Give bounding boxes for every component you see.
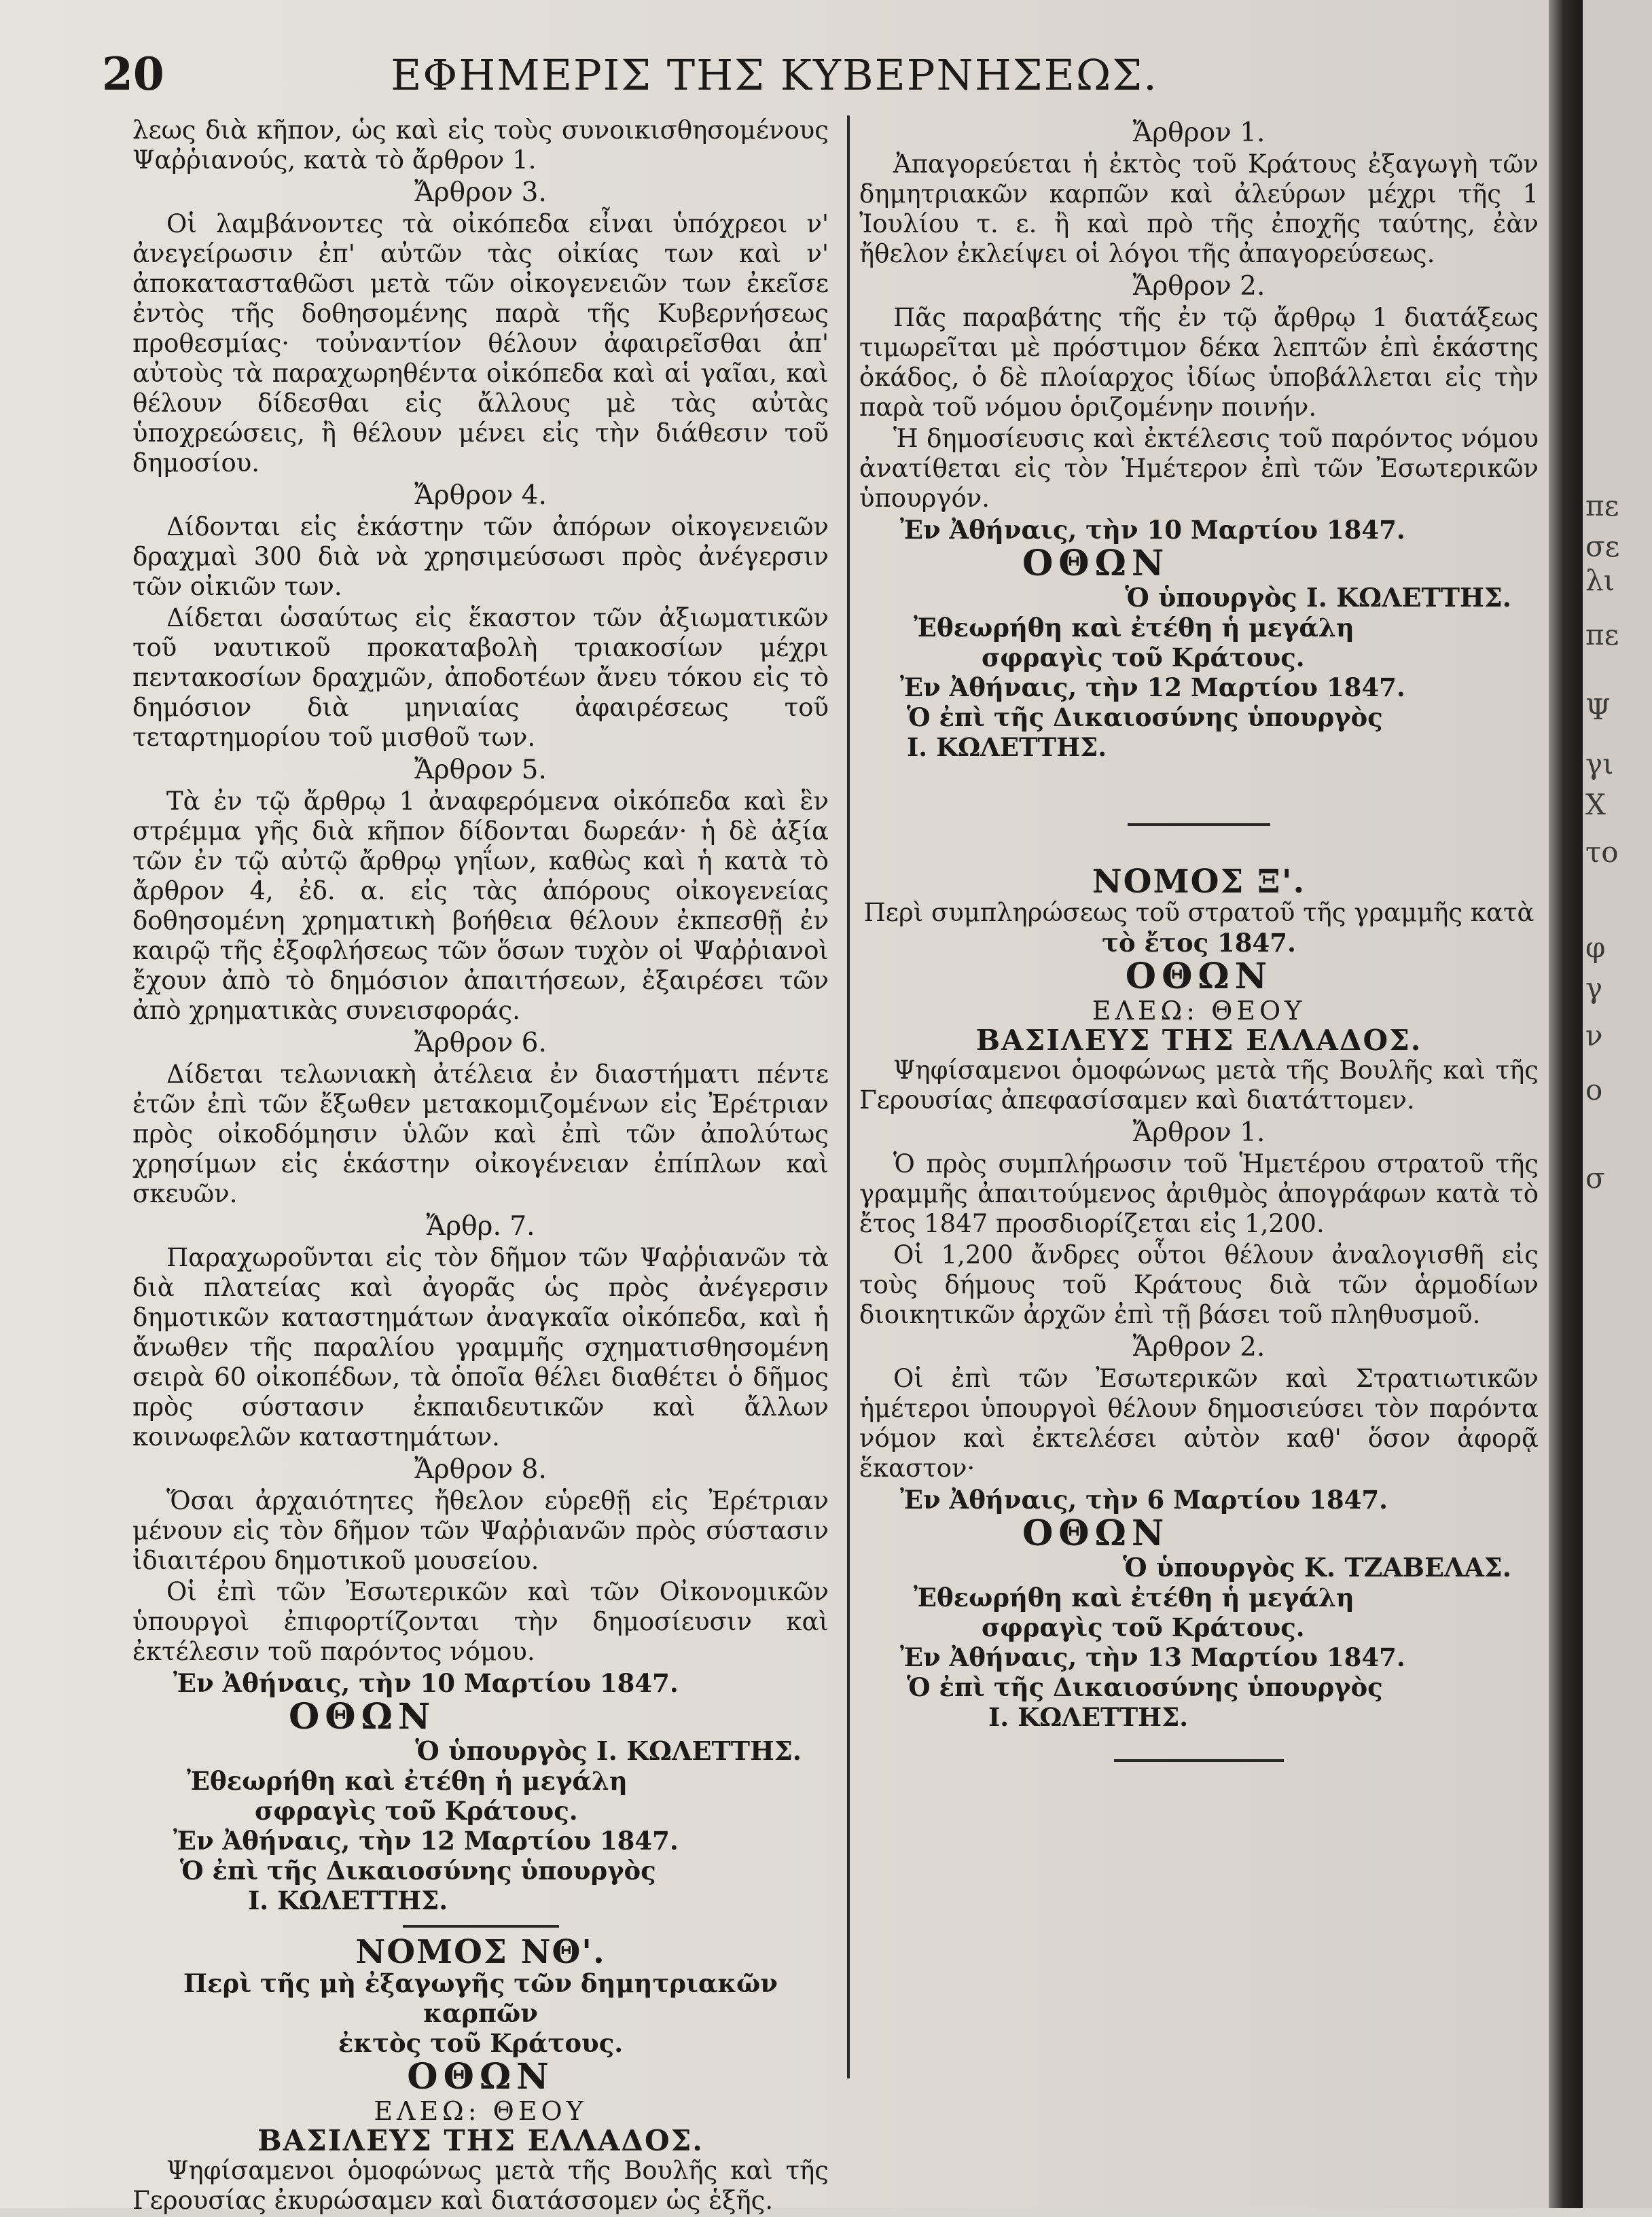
edge-fragment: σε bbox=[1585, 530, 1620, 563]
king-signature: ΟΘΩΝ bbox=[1022, 543, 1170, 584]
article-heading: Ἄρθρον 1. bbox=[1132, 118, 1265, 148]
enactment-clause: Ψηφίσαμενοι ὁμοφώνως μετὰ τῆς Βουλῆς καὶ τῆς Γερουσίας ἐκυρώσαμεν καὶ διατάσσομεν ὡς ἑξῆς. bbox=[132, 2156, 829, 2215]
section-rule bbox=[403, 1925, 559, 1928]
grace-of-god: ΕΛΕΩ: ΘΕΟΥ bbox=[1092, 996, 1306, 1026]
king-name: ΟΘΩΝ bbox=[407, 2056, 554, 2097]
justice-minister-name: Ι. ΚΩΛΕΤΤΗΣ. bbox=[907, 732, 1107, 762]
edge-fragment: Χ bbox=[1585, 788, 1606, 821]
king-of-greece: ΒΑΣΙΛΕΥΣ ΤΗΣ ΕΛΛΑΔΟΣ. bbox=[975, 1024, 1422, 1057]
justice-minister: Ὁ ἐπὶ τῆς Δικαιοσύνης ὑπουργὸς bbox=[907, 1672, 1383, 1702]
minister-signature: Ὁ ὑπουργὸς Ι. ΚΩΛΕΤΤΗΣ. bbox=[1125, 582, 1511, 613]
edge-fragment: Ψ bbox=[1585, 693, 1611, 726]
justice-minister-name: Ι. ΚΩΛΕΤΤΗΣ. bbox=[248, 1886, 448, 1915]
article-heading: Ἄρθρον 3. bbox=[414, 177, 547, 208]
edge-fragment: πε bbox=[1585, 618, 1619, 651]
law-title: ΝΟΜΟΣ ΝΘ'. bbox=[355, 1933, 606, 1971]
edge-fragment: ν bbox=[1585, 1019, 1603, 1052]
book-binding bbox=[1549, 0, 1583, 2208]
section-rule bbox=[1128, 823, 1270, 826]
edge-fragment: γ bbox=[1585, 971, 1603, 1005]
paragraph: λεως διὰ κῆπον, ὡς καὶ εἰς τοὺς συνοικισθησομένους Ψαῤῥιανούς, κατὰ τὸ ἄρθρον 1. bbox=[132, 115, 829, 175]
article-heading: Ἄρθρον 5. bbox=[414, 755, 547, 785]
article-heading: Ἄρθρ. 7. bbox=[426, 1211, 535, 1242]
edge-fragment: πε bbox=[1585, 489, 1619, 522]
minister-signature: Ὁ ὑπουργὸς Κ. ΤΖΑΒΕΛΑΣ. bbox=[1123, 1552, 1511, 1583]
article-heading: Ἄρθρον 6. bbox=[414, 1028, 547, 1058]
law-subtitle: τὸ ἔτος 1847. bbox=[1102, 928, 1296, 958]
paragraph: Παραχωροῦνται εἰς τὸν δῆμον τῶν Ψαῤῥιανῶν τὰ διὰ πλατείας καὶ ἀγορᾶς ὡς πρὸς ἀνέγερσιν δημοτικῶν καταστημάτων ἀναγκαῖα οἰκόπεδα, καὶ ἡ ἄνωθεν τῆς παραλίου γραμμῆς σχηματισθησομένη σειρὰ 60 οἰκοπέδων, τὰ ὁποῖα θέλει διαθέτει ὁ δῆμος πρὸς σύστασιν ἐκπαιδευτικῶν καὶ ἄλλων κοινωφελῶν καταστημάτων. bbox=[132, 1243, 829, 1452]
paragraph: Ὁ πρὸς συμπλήρωσιν τοῦ Ἡμετέρου στρατοῦ τῆς γραμμῆς ἀπαιτούμενος ἀριθμὸς ἀπογράφων κατὰ τὸ ἔτος 1847 προσδιορίζεται εἰς 1,200. bbox=[859, 1149, 1539, 1238]
edge-fragment: λι bbox=[1585, 564, 1615, 597]
seal-note: σφραγὶς τοῦ Κράτους. bbox=[255, 1796, 578, 1826]
column-divider bbox=[847, 115, 850, 2078]
paragraph: Οἱ ἐπὶ τῶν Ἐσωτερικῶν καὶ Στρατιωτικῶν ἡμέτεροι ὑπουργοὶ θέλουν δημοσιεύσει τὸν παρόντα νόμον καὶ ἐκτελέσει αὐτὸν καθ' ὅσον ἀφορᾷ ἕκαστον· bbox=[859, 1364, 1539, 1483]
king-name: ΟΘΩΝ bbox=[1125, 956, 1273, 997]
page-number: 20 bbox=[102, 48, 164, 101]
seal-note: σφραγὶς τοῦ Κράτους. bbox=[982, 643, 1305, 672]
paragraph: Ἀπαγορεύεται ἡ ἐκτὸς τοῦ Κράτους ἐξαγωγὴ τῶν δημητριακῶν καρπῶν καὶ ἀλεύρων μέχρι τῆς 1 Ἰουλίου τ. ε. ἢ καὶ πρὸ τῆς ἐποχῆς ταύτης, ἐὰν ἤθελον ἐκλείψει οἱ λόγοι τῆς ἀπαγορεύσεως. bbox=[859, 149, 1539, 268]
seal-note: σφραγὶς τοῦ Κράτους. bbox=[982, 1612, 1305, 1642]
king-of-greece: ΒΑΣΙΛΕΥΣ ΤΗΣ ΕΛΛΑΔΟΣ. bbox=[257, 2124, 704, 2157]
paragraph: Οἱ 1,200 ἄνδρες οὗτοι θέλουν ἀναλογισθῆ εἰς τοὺς δήμους τοῦ Κράτους διὰ τῶν ἁρμοδίων διοικητικῶν ἀρχῶν ἐπὶ τῇ βάσει τοῦ πληθυσμοῦ. bbox=[859, 1240, 1539, 1329]
edge-fragment: φ bbox=[1585, 931, 1606, 964]
seal-note: Ἐθεωρήθη καὶ ἐτέθη ἡ μεγάλη bbox=[914, 613, 1354, 643]
running-title: ΕΦΗΜΕΡΙΣ ΤΗΣ ΚΥΒΕΡΝΗΣΕΩΣ. bbox=[391, 50, 1158, 100]
king-signature: ΟΘΩΝ bbox=[1022, 1513, 1170, 1554]
paragraph: Τὰ ἐν τῷ ἄρθρῳ 1 ἀναφερόμενα οἰκόπεδα καὶ ἓν στρέμμα γῆς διὰ κῆπον δίδονται δωρεάν· ἡ δὲ ἀξία τῶν ἐν τῷ αὐτῷ ἄρθρῳ γηΐων, καθὼς καὶ ἡ κατὰ τὸ ἄρθρον 4, ἐδ. α. εἰς τὰς ἀπόρους οἰκογενείας δοθησομένη χρηματικὴ βοήθεια θέλουν ἐκπεσθῇ ἐν καιρῷ τῆς ἐξοφλήσεως τῶν ὅσων τυχὸν οἱ Ψαῤῥιανοὶ ἔχουν ἀπὸ τὸ δημόσιον ἀπαιτήσεων, ἐξαιρέσει τῶν ἀπὸ χρηματικὰς συνεισφοράς. bbox=[132, 787, 829, 1025]
section-rule bbox=[1114, 1759, 1284, 1762]
paragraph: Δίδονται εἰς ἑκάστην τῶν ἀπόρων οἰκογενειῶν δραχμαὶ 300 διὰ νὰ χρησιμεύσωσι πρὸς ἀνέγερσιν τῶν οἰκιῶν των. bbox=[132, 512, 829, 601]
date-line: Ἐν Ἀθήναις, τὴν 13 Μαρτίου 1847. bbox=[900, 1642, 1405, 1672]
edge-fragment: γι bbox=[1585, 747, 1614, 780]
edge-fragment: ο bbox=[1585, 1073, 1603, 1106]
paragraph: Δίδεται ὡσαύτως εἰς ἕκαστον τῶν ἀξιωματικῶν τοῦ ναυτικοῦ προκαταβολὴ τριακοσίων μέχρι πεντακοσίων δραχμῶν, ἀποδοτέων ἄνευ τόκου εἰς τὸ δημόσιον διὰ μηνιαίας ἀφαιρέσεως τοῦ τεταρτημορίου τοῦ μισθοῦ των. bbox=[132, 603, 829, 752]
adjacent-page-edge bbox=[1583, 0, 1652, 2208]
law-subtitle: Περὶ συμπληρώσεως τοῦ στρατοῦ τῆς γραμμῆς κατὰ bbox=[863, 898, 1534, 927]
seal-note: Ἐθεωρήθη καὶ ἐτέθη ἡ μεγάλη bbox=[914, 1583, 1354, 1612]
justice-minister: Ὁ ἐπὶ τῆς Δικαιοσύνης ὑπουργὸς bbox=[907, 702, 1383, 732]
law-subtitle: ἐκτὸς τοῦ Κράτους. bbox=[338, 2028, 624, 2058]
paragraph: Οἱ λαμβάνοντες τὰ οἰκόπεδα εἶναι ὑπόχρεοι ν' ἀνεγείρωσιν ἐπ' αὐτῶν τὰς οἰκίας των καὶ ν' ἀποκατασταθῶσι μετὰ τῶν οἰκογενειῶν των ἐκεῖσε ἐντὸς τῆς δοθησομένης παρὰ τῆς Κυβερνήσεως προθεσμίας· τοὐναντίον θέλουν ἀφαιρεῖσθαι ἀπ' αὐτοὺς τὰ παραχωρηθέντα οἰκόπεδα καὶ αἱ γαῖαι, καὶ θέλουν δίδεσθαι εἰς ἄλλους μὲ τὰς αὐτὰς ὑποχρεώσεις, ἢ θέλουν μένει εἰς τὴν διάθεσιν τοῦ δημοσίου. bbox=[132, 209, 829, 477]
date-line: Ἐν Ἀθήναις, τὴν 10 Μαρτίου 1847. bbox=[173, 1668, 679, 1698]
article-heading: Ἄρθρον 2. bbox=[1132, 1332, 1265, 1363]
law-subtitle: Περὶ τῆς μὴ ἐξαγωγῆς τῶν δημητριακῶν καρπῶν bbox=[183, 1968, 778, 2028]
paragraph: Οἱ ἐπὶ τῶν Ἐσωτερικῶν καὶ τῶν Οἰκονομικῶν ὑπουργοὶ ἐπιφορτίζονται τὴν δημοσίευσιν καὶ ἐκτέλεσιν τοῦ παρόντος νόμου. bbox=[132, 1577, 829, 1666]
edge-fragment: το bbox=[1585, 835, 1619, 869]
date-line: Ἐν Ἀθήναις, τὴν 12 Μαρτίου 1847. bbox=[900, 672, 1405, 702]
edge-fragment: σ bbox=[1585, 1161, 1605, 1195]
left-column bbox=[132, 115, 829, 2217]
date-line: Ἐν Ἀθήναις, τὴν 6 Μαρτίου 1847. bbox=[900, 1485, 1388, 1515]
date-line: Ἐν Ἀθήναις, τὴν 10 Μαρτίου 1847. bbox=[900, 515, 1405, 545]
article-heading: Ἄρθρον 1. bbox=[1132, 1117, 1265, 1148]
paragraph: Ἡ δημοσίευσις καὶ ἐκτέλεσις τοῦ παρόντος νόμου ἀνατίθεται εἰς τὸν Ἡμέτερον ἐπὶ τῶν Ἐσωτερικῶν ὑπουργόν. bbox=[859, 424, 1539, 513]
justice-minister-name: Ι. ΚΩΛΕΤΤΗΣ. bbox=[988, 1702, 1189, 1732]
date-line: Ἐν Ἀθήναις, τὴν 12 Μαρτίου 1847. bbox=[173, 1826, 679, 1856]
enactment-clause: Ψηφίσαμενοι ὁμοφώνως μετὰ τῆς Βουλῆς καὶ τῆς Γερουσίας ἀπεφασίσαμεν καὶ διατάττομεν. bbox=[859, 1056, 1539, 1115]
article-heading: Ἄρθρον 2. bbox=[1132, 271, 1265, 302]
seal-note: Ἐθεωρήθη καὶ ἐτέθη ἡ μεγάλη bbox=[187, 1766, 628, 1796]
paragraph: Πᾶς παραβάτης τῆς ἐν τῷ ἄρθρῳ 1 διατάξεως τιμωρεῖται μὲ πρόστιμον δέκα λεπτῶν ἐπὶ ἑκάστης ὀκάδος, ὁ δὲ πλοίαρχος ἰδίως ὑποβάλλεται εἰς τὴν παρὰ τοῦ νόμου ὁριζομένην ποινήν. bbox=[859, 303, 1539, 422]
paragraph: Ὅσαι ἀρχαιότητες ἤθελον εὑρεθῇ εἰς Ἐρέτριαν μένουν εἰς τὸν δῆμον τῶν Ψαῤῥιανῶν πρὸς σύστασιν ἰδιαιτέρου δημοτικοῦ μουσείου. bbox=[132, 1486, 829, 1575]
paragraph: Δίδεται τελωνιακὴ ἀτέλεια ἐν διαστήματι πέντε ἐτῶν ἐπὶ τῶν ἔξωθεν μετακομιζομένων εἰς Ἐρέτριαν πρὸς οἰκοδόμησιν ὑλῶν καὶ ἐπὶ τῶν ἀπολύτως χρησίμων εἰς ἑκάστην οἰκογένειαν ἐπίπλων καὶ σκευῶν. bbox=[132, 1060, 829, 1208]
article-heading: Ἄρθρον 4. bbox=[414, 480, 547, 511]
justice-minister: Ὁ ἐπὶ τῆς Δικαιοσύνης ὑπουργὸς bbox=[180, 1856, 656, 1886]
article-heading: Ἄρθρον 8. bbox=[414, 1454, 547, 1485]
grace-of-god: ΕΛΕΩ: ΘΕΟΥ bbox=[374, 2096, 588, 2126]
minister-signature: Ὁ ὑπουργὸς Ι. ΚΩΛΕΤΤΗΣ. bbox=[415, 1735, 802, 1766]
right-column bbox=[859, 115, 1539, 1771]
king-signature: ΟΘΩΝ bbox=[289, 1696, 436, 1737]
law-title: ΝΟΜΟΣ Ξ'. bbox=[1092, 863, 1306, 901]
